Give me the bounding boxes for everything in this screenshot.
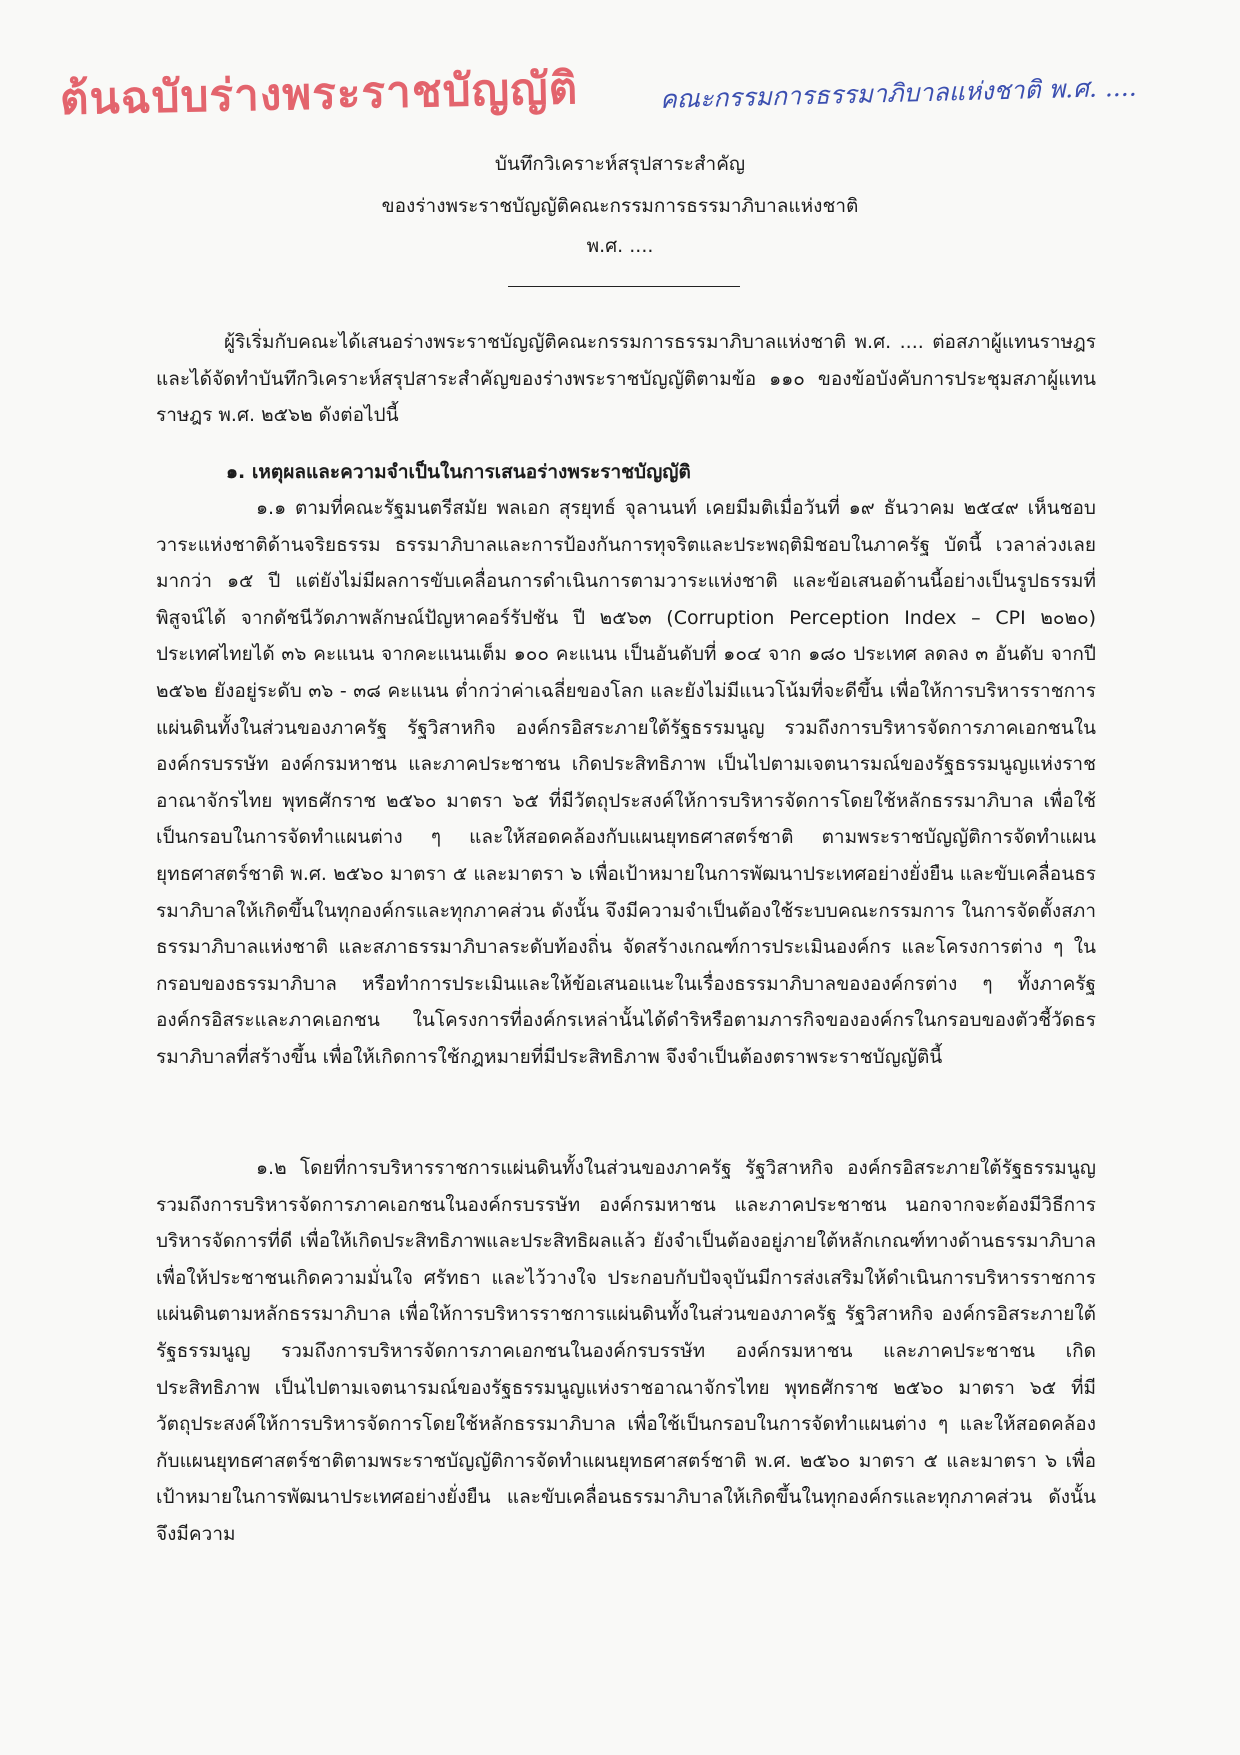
section-1-title: ๑. เหตุผลและความจำเป็นในการเสนอร่างพระราชบัญญัติ	[226, 461, 691, 483]
draft-stamp: ต้นฉบับร่างพระราชบัญญัติ	[59, 63, 579, 125]
header-line-1: บันทึกวิเคราะห์สรุปสาระสำคัญ	[494, 153, 746, 175]
intro-paragraph: ผู้ริเริ่มกับคณะได้เสนอร่างพระราชบัญญัติคณะกรรมการธรรมาภิบาลแห่งชาติ พ.ศ. .... ต่อสภาผู้แทนราษฎร และได้จัดทำบันทึกวิเคราะห์สรุปสาระสำคัญของร่างพระราชบัญญัติตามข้อ ๑๑๐ ของข้อบังคับการประชุมสภาผู้แทนราษฎร พ.ศ. ๒๕๖๒ ดังต่อไปนี้	[156, 331, 1096, 427]
header-line-3: พ.ศ. ....	[586, 235, 654, 257]
header-line-2: ของร่างพระราชบัญญัติคณะกรรมการธรรมาภิบาลแห่งชาติ	[381, 195, 859, 217]
handwritten-title: คณะกรรมการธรรมาภิบาลแห่งชาติ พ.ศ. ....	[659, 72, 1137, 114]
paragraph-1-1: ๑.๑ ตามที่คณะรัฐมนตรีสมัย พลเอก สุรยุทธ์ จุลานนท์ เคยมีมติเมื่อวันที่ ๑๙ ธันวาคม ๒๕๔๙ เห็นชอบวาระแห่งชาติด้านจริยธรรม ธรรมาภิบาลและการป้องกันการทุจริตและประพฤติมิชอบในภาครัฐ บัดนี้ เวลาล่วงเลยมากว่า ๑๕ ปี แต่ยังไม่มีผลการขับเคลื่อนการดำเนินการตามวาระแห่งชาติ และข้อเสนอด้านนี้อย่างเป็นรูปธรรมที่พิสูจน์ได้ จากดัชนีวัดภาพลักษณ์ปัญหาคอร์รัปชัน ปี ๒๕๖๓ (Corruption Perception Index – CPI ๒๐๒๐) ประเทศไทยได้ ๓๖ คะแนน จากคะแนนเต็ม ๑๐๐ คะแนน เป็นอันดับที่ ๑๐๔ จาก ๑๘๐ ประเทศ ลดลง ๓ อันดับ จากปี ๒๕๖๒ ยังอยู่ระดับ ๓๖ - ๓๘ คะแนน ต่ำกว่าค่าเฉลี่ยของโลก และยังไม่มีแนวโน้มที่จะดีขึ้น เพื่อให้การบริหารราชการแผ่นดินทั้งในส่วนของภาครัฐ รัฐวิสาหกิจ องค์กรอิสระภายใต้รัฐธรรมนูญ รวมถึงการบริหารจัดการภาคเอกชนในองค์กรบรรษัท องค์กรมหาชน และภาคประชาชน เกิดประสิทธิภาพ เป็นไปตามเจตนารมณ์ของรัฐธรรมนูญแห่งราชอาณาจักรไทย พุทธศักราช ๒๕๖๐ มาตรา ๖๕ ที่มีวัตถุประสงค์ให้การบริหารจัดการโดยใช้หลักธรรมาภิบาล เพื่อใช้เป็นกรอบในการจัดทำแผนต่าง ๆ และให้สอดคล้องกับแผนยุทธศาสตร์ชาติ ตามพระราชบัญญัติการจัดทำแผนยุทธศาสตร์ชาติ พ.ศ. ๒๕๖๐ มาตรา ๕ และมาตรา ๖ เพื่อเป้าหมายในการพัฒนาประเทศอย่างยั่งยืน และขับเคลื่อนธรรมาภิบาลให้เกิดขึ้นในทุกองค์กรและทุกภาคส่วน ดังนั้น จึงมีความจำเป็นต้องใช้ระบบคณะกรรมการ ในการจัดตั้งสภาธรรมาภิบาลแห่งชาติ และสภาธรรมาภิบาลระดับท้องถิ่น จัดสร้างเกณฑ์การประเมินองค์กร และโครงการต่าง ๆ ในกรอบของธรรมาภิบาล หรือทำการประเมินและให้ข้อเสนอแนะในเรื่องธรรมาภิบาลขององค์กรต่าง ๆ ทั้งภาครัฐ องค์กรอิสระและภาคเอกชน ในโครงการที่องค์กรเหล่านั้นได้ดำริหรือตามภารกิจขององค์กรในกรอบของตัวชี้วัดธรรมาภิบาลที่สร้างขึ้น เพื่อให้เกิดการใช้กฎหมายที่มีประสิทธิภาพ จึงจำเป็นต้องตราพระราชบัญญัตินี้	[156, 497, 1096, 1068]
paragraph-1-2: ๑.๒ โดยที่การบริหารราชการแผ่นดินทั้งในส่วนของภาครัฐ รัฐวิสาหกิจ องค์กรอิสระภายใต้รัฐธรรมนูญ รวมถึงการบริหารจัดการภาคเอกชนในองค์กรบรรษัท องค์กรมหาชน และภาคประชาชน นอกจากจะต้องมีวิธีการบริหารจัดการที่ดี เพื่อให้เกิดประสิทธิภาพและประสิทธิผลแล้ว ยังจำเป็นต้องอยู่ภายใต้หลักเกณฑ์ทางด้านธรรมาภิบาล เพื่อให้ประชาชนเกิดความมั่นใจ ศรัทธา และไว้วางใจ ประกอบกับปัจจุบันมีการส่งเสริมให้ดำเนินการบริหารราชการแผ่นดินตามหลักธรรมาภิบาล เพื่อให้การบริหารราชการแผ่นดินทั้งในส่วนของภาครัฐ รัฐวิสาหกิจ องค์กรอิสระภายใต้รัฐธรรมนูญ รวมถึงการบริหารจัดการภาคเอกชนในองค์กรบรรษัท องค์กรมหาชน และภาคประชาชน เกิดประสิทธิภาพ เป็นไปตามเจตนารมณ์ของรัฐธรรมนูญแห่งราชอาณาจักรไทย พุทธศักราช ๒๕๖๐ มาตรา ๖๕ ที่มีวัตถุประสงค์ให้การบริหารจัดการโดยใช้หลักธรรมาภิบาล เพื่อใช้เป็นกรอบในการจัดทำแผนต่าง ๆ และให้สอดคล้องกับแผนยุทธศาสตร์ชาติตามพระราชบัญญัติการจัดทำแผนยุทธศาสตร์ชาติ พ.ศ. ๒๕๖๐ มาตรา ๕ และมาตรา ๖ เพื่อเป้าหมายในการพัฒนาประเทศอย่างยั่งยืน และขับเคลื่อนธรรมาภิบาลให้เกิดขึ้นในทุกองค์กรและทุกภาคส่วน ดังนั้น จึงมีความ	[156, 1157, 1096, 1545]
stamp-row	[59, 63, 1180, 140]
header-divider	[508, 286, 740, 287]
